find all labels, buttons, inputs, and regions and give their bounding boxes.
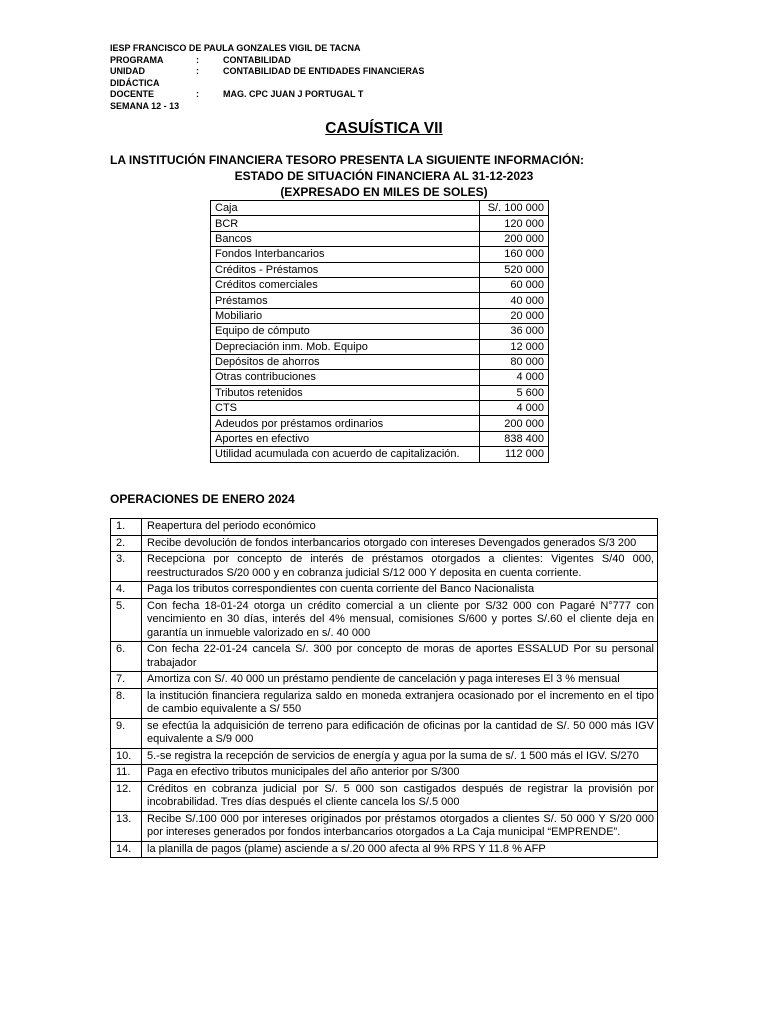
operation-number: 8.: [111, 688, 142, 718]
operation-row: [111, 672, 658, 689]
balance-row: [211, 247, 549, 262]
operation-number: 12.: [111, 781, 142, 811]
balance-value: 80 000: [480, 354, 549, 369]
balance-row: [211, 231, 549, 246]
operation-row: [111, 781, 658, 811]
operation-number: 13.: [111, 811, 142, 841]
balance-row: [211, 416, 549, 431]
balance-value: 520 000: [480, 262, 549, 277]
balance-label: Fondos Interbancarios: [211, 247, 480, 262]
intro-text: LA INSTITUCIÓN FINANCIERA TESORO PRESENTA LA SIGUIENTE INFORMACIÓN:: [110, 153, 584, 167]
operation-description: 5.-se registra la recepción de servicios de energía y agua por la suma de s/. 1 500 más el IGV. S/270: [142, 748, 658, 765]
balance-label: Caja: [211, 201, 480, 216]
operation-number: 10.: [111, 748, 142, 765]
balance-label: CTS: [211, 401, 480, 416]
document-header: [110, 43, 424, 112]
statement-title: ESTADO DE SITUACIÓN FINANCIERA AL 31-12-2023: [234, 169, 534, 183]
balance-row: [211, 385, 549, 400]
balance-label: Depreciación inm. Mob. Equipo: [211, 339, 480, 354]
operation-row: [111, 688, 658, 718]
operation-number: 11.: [111, 765, 142, 782]
balance-label: Créditos - Préstamos: [211, 262, 480, 277]
balance-value: 20 000: [480, 308, 549, 323]
operation-description: Créditos en cobranza judicial por S/. 5 000 son castigados después de registrar la provisión por incobrabilidad. Tres días después el cliente cancela los S/.5 000: [142, 781, 658, 811]
operation-description: Paga en efectivo tributos municipales del año anterior por S/300: [142, 765, 658, 782]
balance-label: Otras contribuciones: [211, 370, 480, 385]
operation-description: Amortiza con S/. 40 000 un préstamo pendiente de cancelación y paga intereses El 3 % mensual: [142, 672, 658, 689]
balance-row: [211, 308, 549, 323]
operation-row: [111, 748, 658, 765]
operations-title: OPERACIONES DE ENERO 2024: [110, 492, 295, 506]
balance-label: BCR: [211, 216, 480, 231]
balance-row: [211, 370, 549, 385]
balance-row: [211, 447, 549, 462]
balance-row: [211, 401, 549, 416]
balance-value: 112 000: [480, 447, 549, 462]
operation-number: 3.: [111, 552, 142, 582]
operation-description: se efectúa la adquisición de terreno para edificación de oficinas por la cantidad de S/. 50 000 más IGV equivalente a S/9 000: [142, 718, 658, 748]
balance-row: [211, 277, 549, 292]
operation-number: 9.: [111, 718, 142, 748]
operation-row: [111, 519, 658, 536]
operation-number: 6.: [111, 642, 142, 672]
header-row-teacher: DOCENTE : MAG. CPC JUAN J PORTUGAL T: [110, 89, 364, 99]
balance-row: [211, 431, 549, 446]
balance-label: Adeudos por préstamos ordinarios: [211, 416, 480, 431]
balance-value: 12 000: [480, 339, 549, 354]
operation-row: [111, 811, 658, 841]
operation-row: [111, 718, 658, 748]
operation-description: Paga los tributos correspondientes con cuenta corriente del Banco Nacionalista: [142, 582, 658, 599]
operations-table: [110, 518, 658, 858]
balance-value: 60 000: [480, 277, 549, 292]
balance-value: 160 000: [480, 247, 549, 262]
balance-value: 40 000: [480, 293, 549, 308]
balance-label: Tributos retenidos: [211, 385, 480, 400]
balance-value: 838 400: [480, 431, 549, 446]
balance-value: 120 000: [480, 216, 549, 231]
operation-number: 5.: [111, 598, 142, 642]
operation-row: [111, 841, 658, 858]
balance-value: 200 000: [480, 231, 549, 246]
operation-description: la institución financiera regulariza saldo en moneda extranjera ocasionado por el incremento en el tipo de cambio equivalente a S/ 550: [142, 688, 658, 718]
balance-label: Mobiliario: [211, 308, 480, 323]
balance-label: Utilidad acumulada con acuerdo de capitalización.: [211, 447, 480, 462]
balance-label: Préstamos: [211, 293, 480, 308]
operation-description: Con fecha 22-01-24 cancela S/. 300 por concepto de moras de aportes ESSALUD Por su personal trabajador: [142, 642, 658, 672]
balance-value: 4 000: [480, 401, 549, 416]
operation-description: Con fecha 18-01-24 otorga un crédito comercial a un cliente por S/32 000 con Pagaré N°777 con vencimiento en 30 días, interés del 4% mensual, comisiones S/600 y portes S/.60 el cliente deja en garantía un inmueble valorizado en s/. 40 000: [142, 598, 658, 642]
operation-number: 14.: [111, 841, 142, 858]
balance-value: 5 600: [480, 385, 549, 400]
balance-value: 200 000: [480, 416, 549, 431]
operation-row: [111, 598, 658, 642]
week-label: SEMANA 12 - 13: [110, 100, 180, 111]
header-row-program: PROGRAMA : CONTABILIDAD: [110, 54, 291, 65]
balance-value: 4 000: [480, 370, 549, 385]
balance-row: [211, 201, 549, 216]
operation-row: [111, 642, 658, 672]
operation-description: Recibe devolución de fondos interbancarios otorgado con intereses Devengados generados S/3 200: [142, 535, 658, 552]
balance-label: Créditos comerciales: [211, 277, 480, 292]
operation-number: 4.: [111, 582, 142, 599]
balance-row: [211, 354, 549, 369]
balance-row: [211, 262, 549, 277]
balance-value: 36 000: [480, 324, 549, 339]
balance-table: [210, 200, 549, 463]
balance-label: Aportes en efectivo: [211, 431, 480, 446]
operation-row: [111, 765, 658, 782]
operation-description: Recibe S/.100 000 por intereses originados por préstamos otorgados a clientes S/. 50 000 Y S/20 000 por intereses generados por fondos interbancarios otorgados a La Caja municipal “EMPRENDE”.: [142, 811, 658, 841]
balance-row: [211, 216, 549, 231]
balance-row: [211, 324, 549, 339]
balance-label: Bancos: [211, 231, 480, 246]
operation-description: Recepciona por concepto de interés de préstamos otorgados a clientes: Vigentes S/40 000, reestructurados S/20 000 y en cobranza judicial S/12 000 Y deposita en cuenta corriente.: [142, 552, 658, 582]
operation-number: 1.: [111, 519, 142, 536]
balance-value: S/. 100 000: [480, 201, 549, 216]
page-title: CASUÍSTICA VII: [325, 120, 443, 137]
operation-description: la planilla de pagos (plame) asciende a s/.20 000 afecta al 9% RPS Y 11.8 % AFP: [142, 841, 658, 858]
operation-row: [111, 535, 658, 552]
operation-row: [111, 582, 658, 599]
operation-number: 2.: [111, 535, 142, 552]
header-row-unit: UNIDAD DIDÁCTICA : CONTABILIDAD DE ENTIDADES FINANCIERAS: [110, 66, 425, 88]
balance-label: Equipo de cómputo: [211, 324, 480, 339]
balance-row: [211, 339, 549, 354]
balance-row: [211, 293, 549, 308]
operation-description: Reapertura del periodo económico: [142, 519, 658, 536]
operation-number: 7.: [111, 672, 142, 689]
statement-units: (EXPRESADO EN MILES DE SOLES): [280, 185, 488, 199]
operation-row: [111, 552, 658, 582]
balance-label: Depósitos de ahorros: [211, 354, 480, 369]
institution-name: IESP FRANCISCO DE PAULA GONZALES VIGIL DE TACNA: [110, 43, 361, 53]
